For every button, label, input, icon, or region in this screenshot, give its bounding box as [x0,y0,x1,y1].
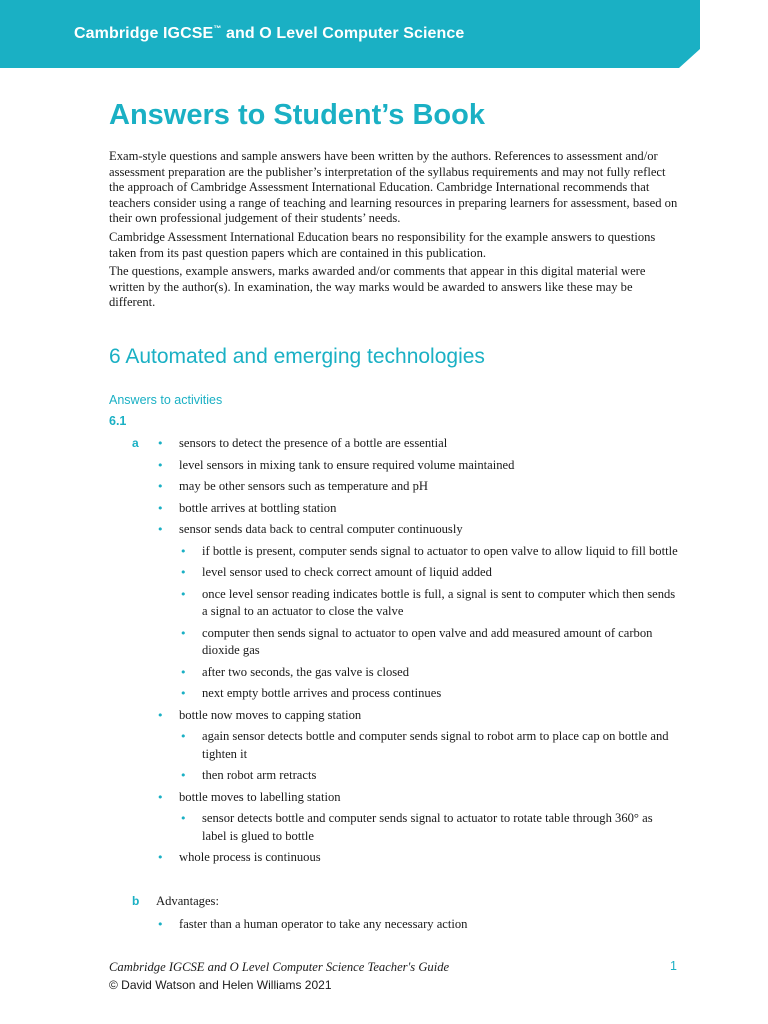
bullet-icon: • [180,730,187,743]
list-item-text: next empty bottle arrives and process continues [202,686,442,700]
header-title: Cambridge IGCSE™ and O Level Computer Science [74,24,465,42]
bullet-icon: • [180,626,187,640]
chapter-title: 6 Automated and emerging technologies [109,345,485,368]
list-item-text: level sensor used to check correct amount of liquid added [202,565,492,579]
list-item [157,707,679,785]
trademark-symbol: ™ [213,24,222,33]
intro-disclaimer [109,149,679,314]
list-item [180,586,679,621]
footer-guide-title: Cambridge IGCSE and O Level Computer Science Teacher's Guide [109,960,450,974]
list-item [157,849,679,867]
part-letter: a [132,436,139,450]
intro-paragraph: The questions, example answers, marks awarded and/or comments that appear in this digital material were written by the author(s). In examination, the way marks would be awarded to answers like these may be different. [109,264,646,310]
section-subheading: Answers to activities [109,393,223,407]
list-item-text: sensor sends data back to central computer continuously [179,522,463,536]
list-item-text: if bottle is present, computer sends signal to actuator to open valve to allow liquid to fill bottle [202,543,678,558]
bullet-icon: • [180,687,187,700]
list-item [180,543,679,561]
list-item [157,521,679,703]
bullet-icon: • [180,587,187,601]
list-item [180,810,679,845]
list-item [157,500,679,518]
list-item [157,478,679,496]
list-item [157,789,679,846]
list-item-text: level sensors in mixing tank to ensure required volume maintained [179,457,515,472]
bullet-icon: • [157,437,164,450]
bullet-icon: • [157,708,164,722]
bullet-icon: • [180,566,187,579]
bullet-icon: • [180,812,187,825]
bullet-icon: • [157,851,164,864]
list-item-text: then robot arm retracts [202,768,317,782]
list-item [180,625,679,660]
intro-paragraph: Cambridge Assessment International Education bears no responsibility for the example answers to questions taken from its past question papers which are contained in this publication. [109,229,656,260]
part-b-list [157,916,679,934]
sub-list [180,810,679,845]
list-item [157,457,679,475]
page-title: Answers to Student’s Book [109,99,485,131]
list-item-text: after two seconds, the gas valve is closed [202,664,410,679]
list-item-text: again sensor detects bottle and computer sends signal to robot arm to place cap on bottle and tighten it [202,729,669,761]
list-item-text: sensor detects bottle and computer sends signal to actuator to rotate table through 360° as label is glued to bottle [202,811,653,843]
list-item-text: once level sensor reading indicates bottle is full, a signal is sent to computer which then sends a signal to an actuator to close the valve [202,586,676,618]
list-item-text: faster than a human operator to take any necessary action [179,917,468,931]
list-item-text: bottle now moves to capping station [179,707,362,722]
list-item-text: sensors to detect the presence of a bottle are essential [179,436,448,450]
page-number: 1 [670,959,677,973]
list-item [180,728,679,763]
list-item [157,435,679,453]
bullet-icon: • [157,918,164,931]
list-item [180,767,679,785]
sub-list [180,543,679,703]
footer-copyright: © David Watson and Helen Williams 2021 [109,978,332,992]
intro-paragraph: Exam-style questions and sample answers have been written by the authors. References to assessment and/or assessment preparation are the publisher’s interpretation of the syllabus requirements and may not fully reflect the approach of Cambridge Assessment International Education. Cambridge International recommends that teachers consider using a range of teaching and learning resources in preparing learners for assessment, based on their own professional judgement of their students’ needs. [109,149,678,226]
list-item [180,664,679,682]
bullet-icon: • [157,480,164,493]
bullet-icon: • [157,501,164,515]
list-item [157,916,679,934]
list-item-text: bottle moves to labelling station [179,789,341,804]
list-item-text: computer then sends signal to actuator to open valve and add measured amount of carbon dioxide gas [202,625,653,657]
part-heading: Advantages: [156,894,219,908]
list-item-text: may be other sensors such as temperature and pH [179,479,428,493]
activity-number: 6.1 [109,414,127,428]
sub-list [180,728,679,785]
part-a-list [157,435,679,867]
list-item [180,564,679,582]
bullet-icon: • [157,523,164,536]
bullet-icon: • [180,769,187,782]
list-item-text: bottle arrives at bottling station [179,500,337,515]
bullet-icon: • [180,544,187,558]
bullet-icon: • [157,790,164,804]
part-letter: b [132,894,140,908]
list-item-text: whole process is continuous [179,850,321,864]
bullet-icon: • [180,665,187,679]
list-item [180,685,679,703]
bullet-icon: • [157,458,164,472]
